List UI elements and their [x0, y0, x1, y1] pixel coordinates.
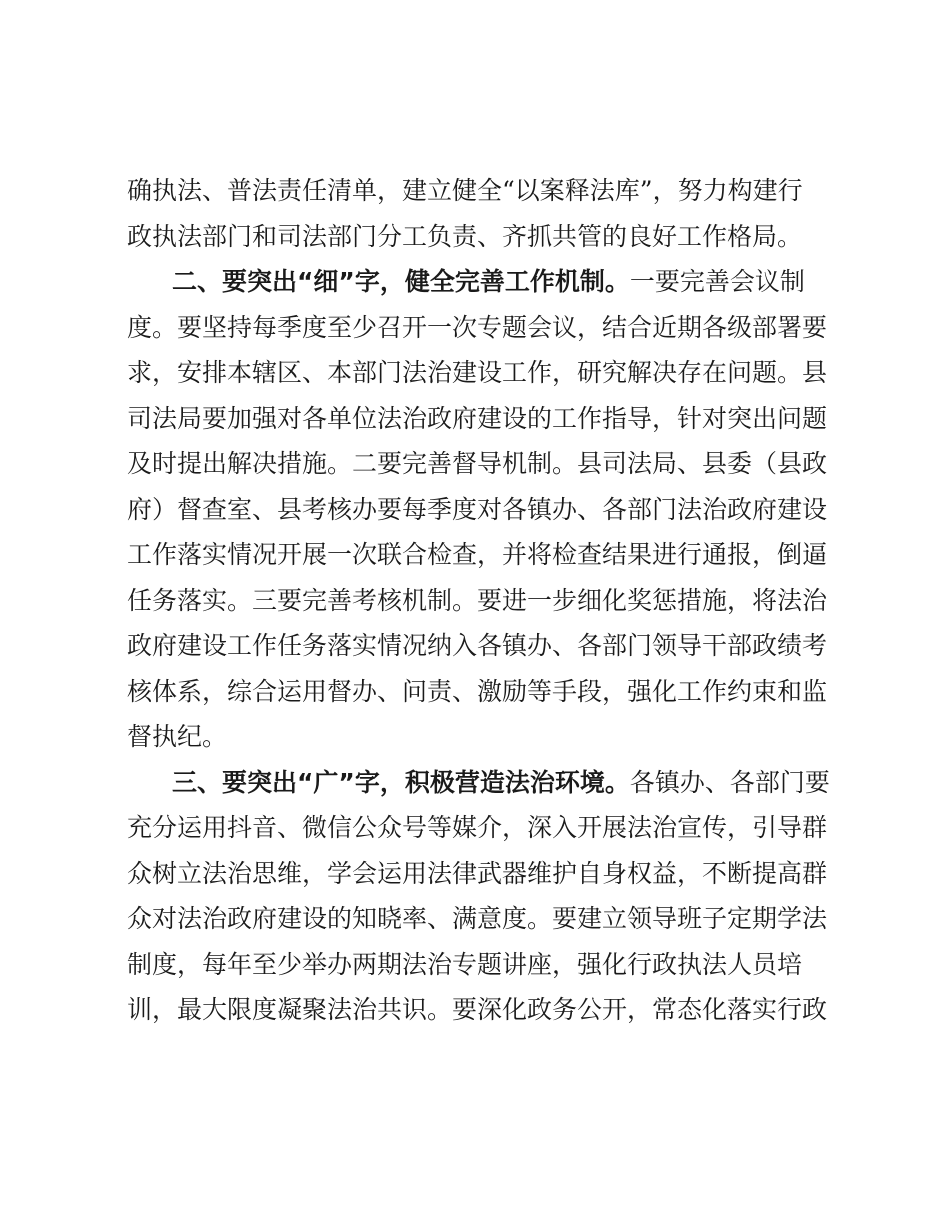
section-3-first-line-text: 各镇办、各部门要: [629, 767, 830, 797]
section-3-first-line: [127, 760, 830, 806]
text-line: 众对法治政府建设的知晓率、满意度。要建立领导班子定期学法: [127, 904, 828, 933]
text-line: 核体系，综合运用督办、问责、激励等手段，强化工作约束和监: [127, 676, 828, 706]
text-line: 训，最大限度凝聚法治共识。要深化政务公开，常态化落实行政: [127, 995, 828, 1024]
text-line: 度。要坚持每季度至少召开一次专题会议，结合近期各级部署要: [127, 312, 828, 342]
text-line: 任务落实。三要完善考核机制。要进一步细化奖惩措施，将法治: [127, 585, 828, 615]
text-line: 府）督查室、县考核办要每季度对各镇办、各部门法治政府建设: [127, 494, 828, 524]
text-line: 众树立法治思维，学会运用法律武器维护自身权益，不断提高群: [127, 858, 828, 888]
section-2-heading: 二、要突出“细”字，健全完善工作机制。: [172, 267, 630, 296]
text-line: 司法局要加强对各单位法治政府建设的工作指导，针对突出问题: [127, 403, 828, 433]
text-line: 求，安排本辖区、本部门法治建设工作，研究解决存在问题。县: [127, 358, 828, 387]
section-3-heading: 三、要突出“广”字，积极营造法治环境。: [172, 767, 630, 797]
document-body: [127, 168, 830, 1033]
text-line: 督执纪。: [127, 722, 228, 751]
text-line: 制度，每年至少举办两期法治专题讲座，强化行政执法人员培: [127, 949, 803, 979]
text-line: 及时提出解决措施。二要完善督导机制。县司法局、县委（县政: [127, 449, 828, 478]
text-line: 充分运用抖音、微信公众号等媒介，深入开展法治宣传，引导群: [127, 813, 828, 842]
section-2-first-line-text: 一要完善会议制: [629, 267, 805, 296]
text-line: 政府建设工作任务落实情况纳入各镇办、各部门领导干部政绩考: [127, 631, 828, 660]
text-line: 工作落实情况开展一次联合检查，并将检查结果进行通报，倒逼: [127, 540, 828, 569]
text-line: 政执法部门和司法部门分工负责、齐抓共管的良好工作格局。: [127, 221, 803, 251]
text-line: 确执法、普法责任清单，建立健全“以案释法库”，努力构建行: [127, 176, 803, 205]
section-2-first-line: [127, 259, 827, 305]
